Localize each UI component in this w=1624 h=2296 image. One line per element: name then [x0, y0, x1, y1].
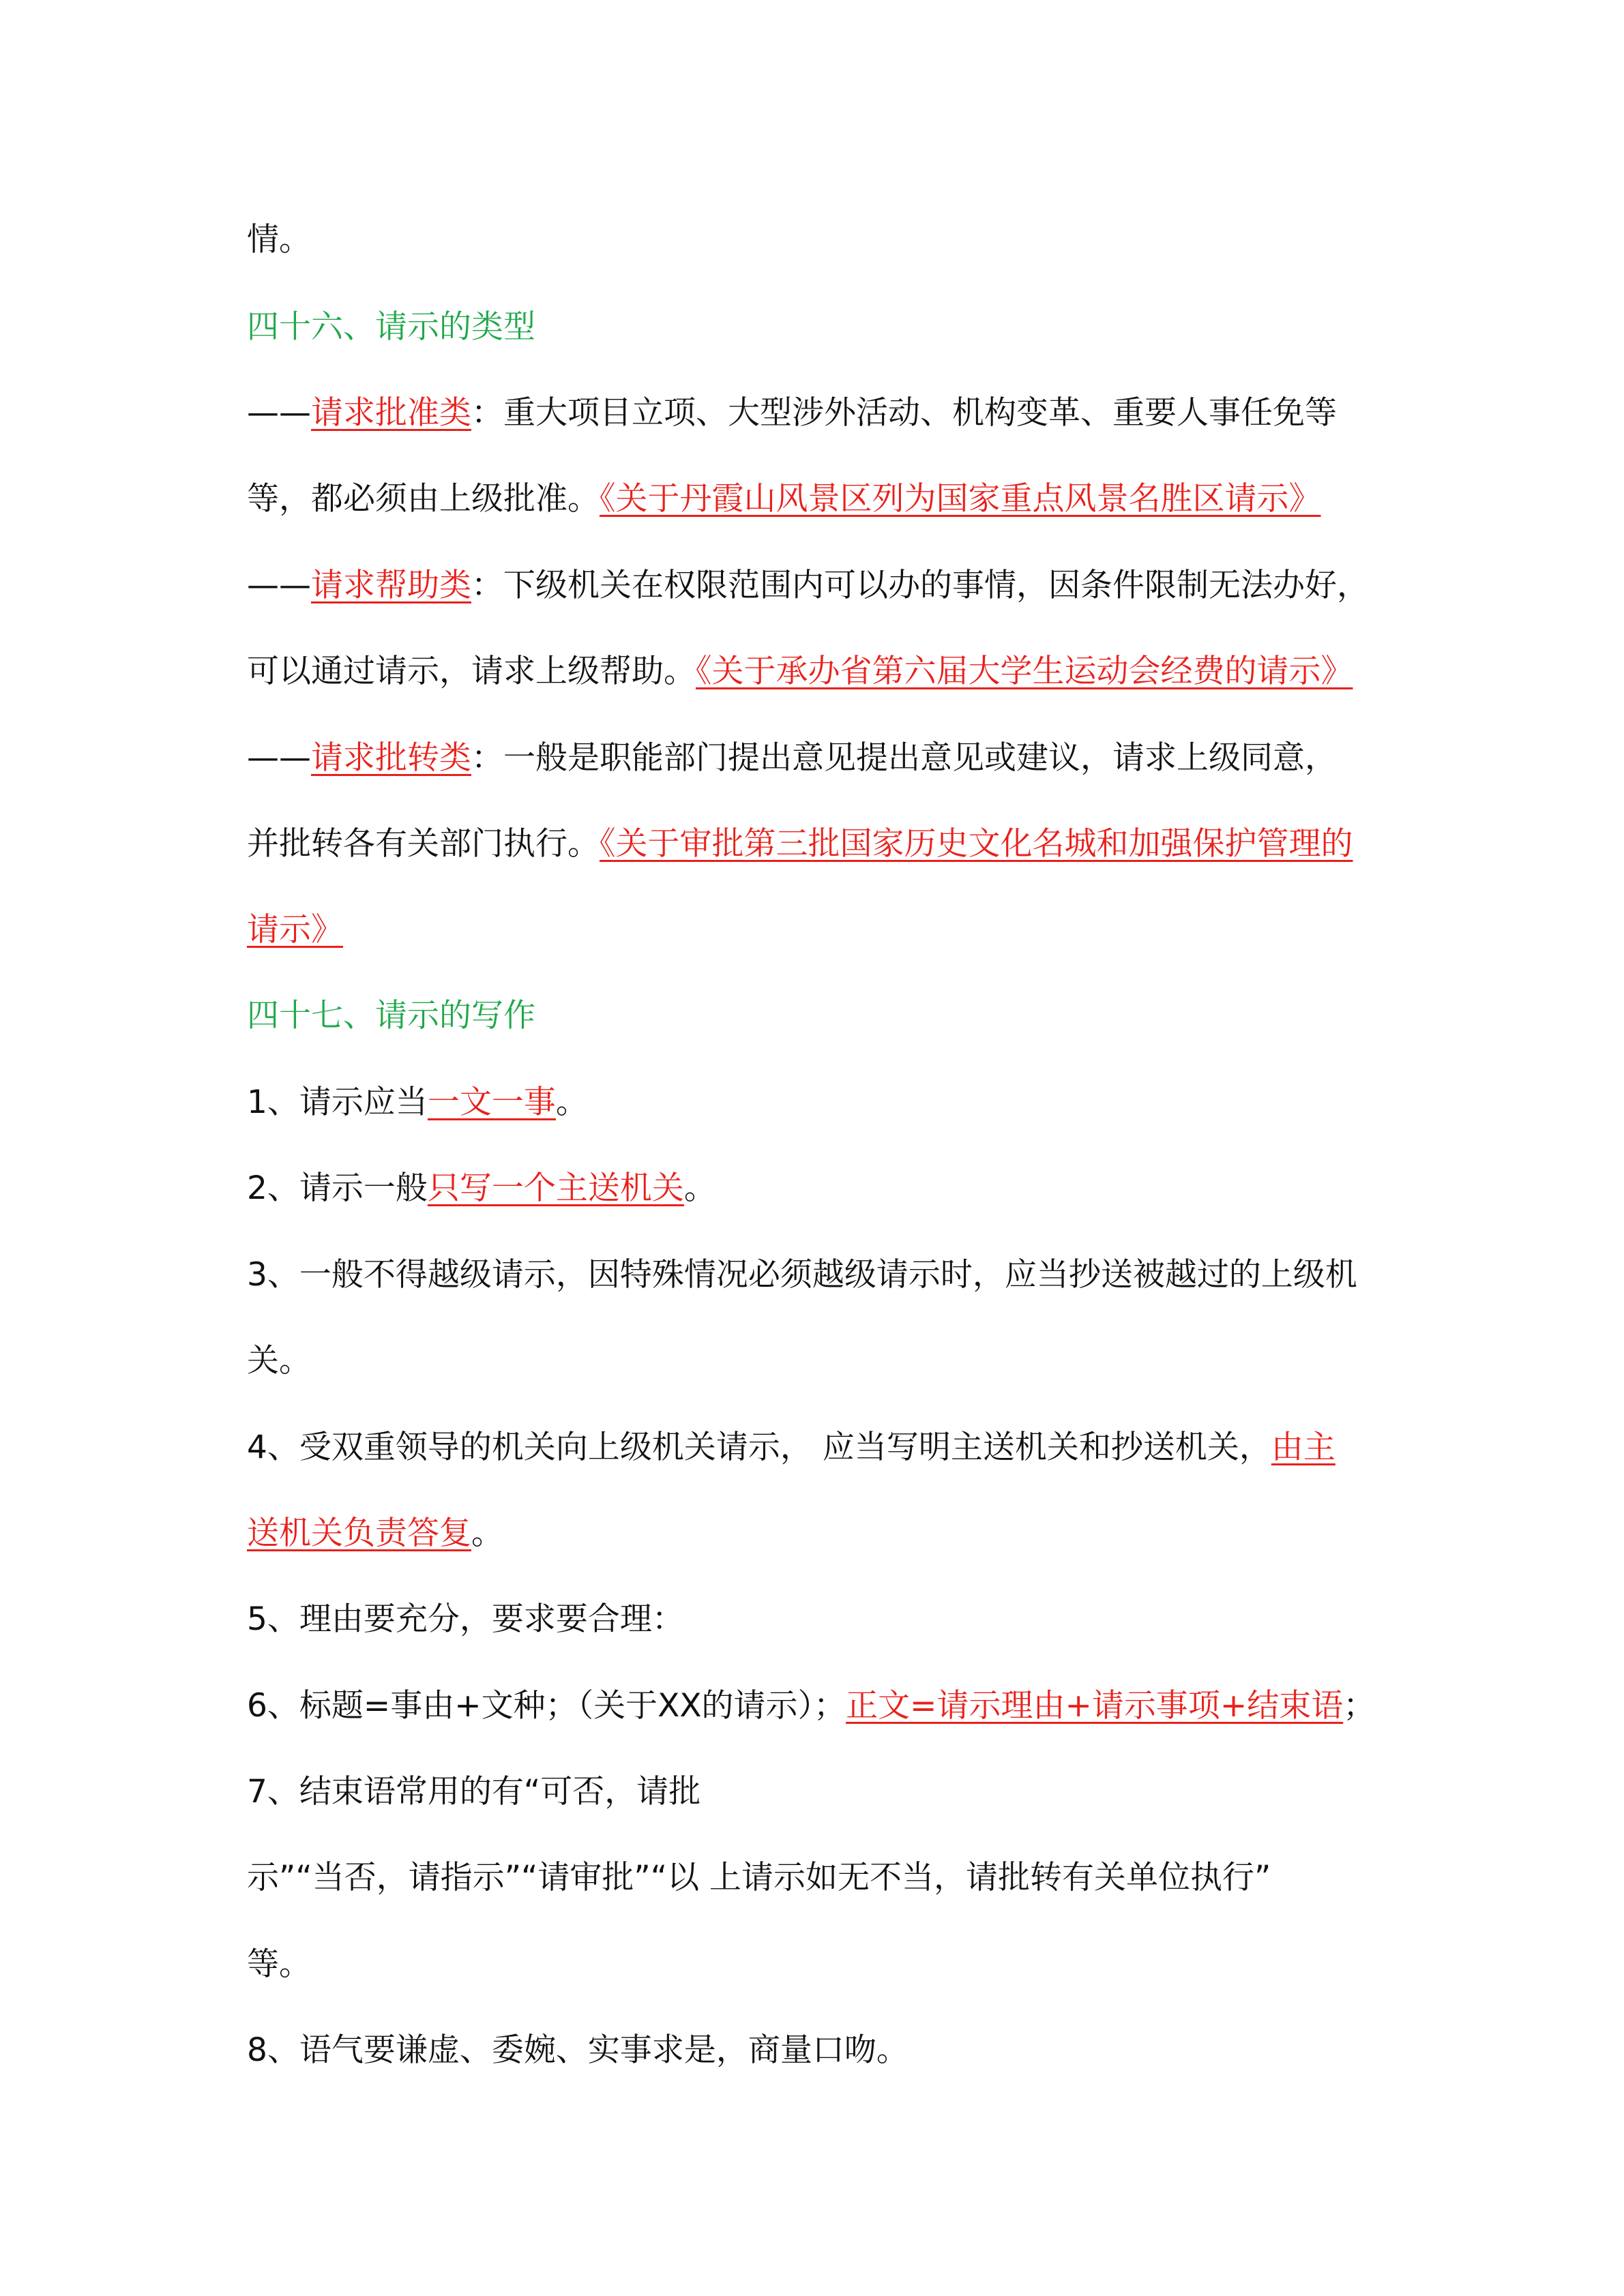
text-run: 示”“当否，请指示”“请审批”“以 上请示如无不当，请批转有关单位执行”: [247, 1859, 1271, 1896]
text-line: [247, 910, 1406, 951]
highlight-text: 请示》: [247, 911, 343, 949]
text-run: 等，都必须由上级批准。: [247, 480, 600, 518]
text-run: 1、请示应当: [247, 1084, 428, 1121]
text-run: 7、结束语常用的有“可否，请批: [247, 1773, 701, 1810]
text-run: 5、理由要充分，要求要合理：: [247, 1600, 684, 1638]
text-run: 。: [555, 1084, 588, 1121]
text-run: ——: [247, 567, 311, 604]
text-run: 3、一般不得越级请示，因特殊情况必须越级请示时，应当抄送被越过的上级机: [247, 1256, 1357, 1294]
text-line: [247, 1858, 1406, 1898]
text-line: [247, 2030, 1406, 2071]
text-line: [247, 1341, 1406, 1382]
highlight-text: 只写一个主送机关: [427, 1169, 684, 1207]
highlight-text: 请求批转类: [311, 739, 471, 777]
text-run: ：一般是职能部门提出意见提出意见或建议，请求上级同意，: [471, 739, 1337, 777]
heading-text: 四十六、请示的类型: [247, 308, 535, 346]
highlight-text: 《关于审批第三批国家历史文化名城和加强保护管理的: [600, 825, 1353, 863]
text-run: 等。: [247, 1945, 311, 1983]
text-line: [247, 393, 1406, 434]
text-run: 情。: [247, 221, 311, 258]
text-line: [247, 1599, 1406, 1640]
highlight-text: 请求帮助类: [311, 567, 471, 604]
highlight-text: 《关于承办省第六届大学生运动会经费的请示》: [696, 653, 1353, 690]
highlight-text: 由主: [1271, 1429, 1335, 1466]
text-line: [247, 479, 1406, 520]
text-line: [247, 565, 1406, 606]
text-line: [247, 1513, 1406, 1554]
highlight-text: 正文=请示理由+请示事项+结束语: [846, 1687, 1344, 1725]
text-run: ——: [247, 739, 311, 777]
highlight-text: 请求批准类: [311, 394, 471, 432]
text-line: [247, 824, 1406, 865]
highlight-text: 《关于丹霞山风景区列为国家重点风景名胜区请示》: [600, 480, 1321, 518]
text-run: 2、请示一般: [247, 1169, 428, 1207]
heading-text: 四十七、请示的写作: [247, 997, 535, 1034]
text-run: 并批转各有关部门执行。: [247, 825, 600, 863]
text-run: ；: [1343, 1687, 1376, 1725]
text-line: [247, 1944, 1406, 1985]
text-line: [247, 1686, 1406, 1727]
text-run: 8、语气要谦虚、委婉、实事求是，商量口吻。: [247, 2031, 909, 2069]
text-run: ：下级机关在权限范围内可以办的事情，因条件限制无法办好，: [471, 567, 1369, 604]
text-run: 关。: [247, 1342, 311, 1380]
text-run: ：重大项目立项、大型涉外活动、机构变革、重要人事任免等: [471, 394, 1337, 432]
section-heading: [247, 307, 1406, 348]
highlight-text: 一文一事: [427, 1084, 556, 1121]
text-line: [247, 220, 1406, 260]
text-run: 6、标题=事由+文种；（关于XX的请示）；: [247, 1687, 846, 1725]
highlight-text: 送机关负责答复: [247, 1515, 471, 1552]
text-run: ——: [247, 394, 311, 432]
section-heading: [247, 996, 1406, 1037]
text-run: 。: [683, 1169, 716, 1207]
text-line: [247, 1255, 1406, 1296]
text-line: [247, 1772, 1406, 1813]
text-run: 可以通过请示，请求上级帮助。: [247, 653, 696, 690]
text-run: 。: [471, 1515, 503, 1552]
text-run: 4、受双重领导的机关向上级机关请示， 应当写明主送机关和抄送机关，: [247, 1429, 1271, 1466]
text-line: [247, 651, 1406, 692]
text-line: [247, 1427, 1406, 1468]
text-line: [247, 738, 1406, 779]
text-line: [247, 1168, 1406, 1209]
text-line: [247, 1082, 1406, 1123]
